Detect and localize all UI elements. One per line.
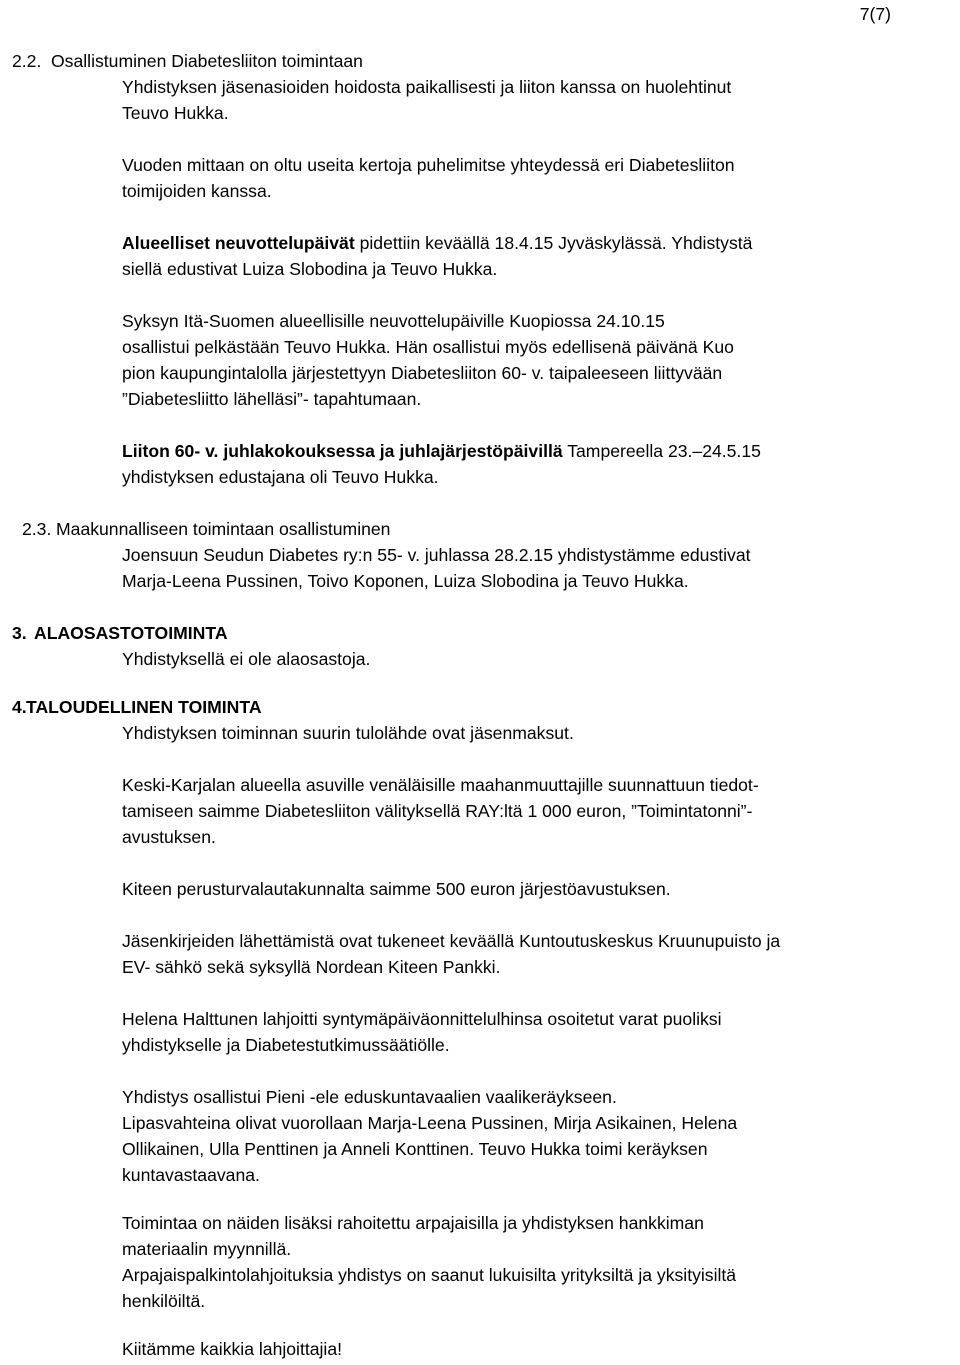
section-number: 2.2. xyxy=(12,51,42,71)
paragraph-line: Syksyn Itä-Suomen alueellisille neuvottelupäiville Kuopiossa 24.10.15 xyxy=(122,311,665,331)
paragraph-line: EV- sähkö sekä syksyllä Nordean Kiteen Pankki. xyxy=(122,957,501,977)
paragraph-line: Helena Halttunen lahjoitti syntymäpäiväonnittelulhinsa osoitetut varat puoliksi xyxy=(122,1009,722,1029)
bold-phrase: Alueelliset neuvottelupäivät xyxy=(122,233,355,253)
closing-line: Kiitämme kaikkia lahjoittajia! xyxy=(122,1339,343,1359)
paragraph-line: Jäsenkirjeiden lähettämistä ovat tukeneet keväällä Kuntoutuskeskus Kruunupuisto ja xyxy=(122,931,781,951)
paragraph-line: Lipasvahteina olivat vuorollaan Marja-Leena Pussinen, Mirja Asikainen, Helena xyxy=(122,1113,738,1133)
text-run: pidettiin keväällä 18.4.15 Jyväskylässä. Yhdistystä xyxy=(354,233,753,253)
section-number: 3. xyxy=(12,623,27,643)
paragraph-line: yhdistyksen edustajana oli Teuvo Hukka. xyxy=(122,467,439,487)
paragraph-line: Vuoden mittaan on oltu useita kertoja puhelimitse yhteydessä eri Diabetesliiton xyxy=(122,155,735,175)
paragraph-line xyxy=(122,440,761,462)
paragraph-line: kuntavastaavana. xyxy=(122,1165,260,1185)
section-number: 4. xyxy=(12,697,27,717)
paragraph-line: toimijoiden kanssa. xyxy=(122,181,272,201)
paragraph-line: henkilöiltä. xyxy=(122,1291,206,1311)
section-heading: ALAOSASTOTOIMINTA xyxy=(34,623,228,643)
paragraph-line: avustuksen. xyxy=(122,827,216,847)
paragraph-line: Yhdistys osallistui Pieni -ele eduskuntavaalien vaalikeräykseen. xyxy=(122,1087,617,1107)
bold-phrase: Liiton 60- v. juhlakokouksessa ja juhlajärjestöpäivillä xyxy=(122,441,563,461)
paragraph-line: ”Diabetesliitto lähelläsi”- tapahtumaan. xyxy=(122,389,422,409)
paragraph-line: siellä edustivat Luiza Slobodina ja Teuvo Hukka. xyxy=(122,259,498,279)
paragraph-line xyxy=(122,232,752,254)
paragraph-line: materiaalin myynnillä. xyxy=(122,1239,292,1259)
text-run: Tampereella 23.–24.5.15 xyxy=(562,441,761,461)
paragraph-line: Yhdistyksen jäsenasioiden hoidosta paikallisesti ja liiton kanssa on huolehtinut xyxy=(122,77,732,97)
paragraph-line: yhdistykselle ja Diabetestutkimussäätiölle. xyxy=(122,1035,450,1055)
page-number: 7(7) xyxy=(859,4,891,24)
paragraph-line: tamiseen saimme Diabetesliiton välityksellä RAY:ltä 1 000 euron, ”Toimintatonni”- xyxy=(122,801,753,821)
section-heading: Osallistuminen Diabetesliiton toimintaan xyxy=(51,51,363,71)
section-heading: Maakunnalliseen toimintaan osallistuminen xyxy=(56,519,391,539)
paragraph-line: Arpajaispalkintolahjoituksia yhdistys on saanut lukuisilta yrityksiltä ja yksityisiltä xyxy=(122,1265,737,1285)
paragraph-line: Teuvo Hukka. xyxy=(122,103,229,123)
paragraph-line: Ollikainen, Ulla Penttinen ja Anneli Konttinen. Teuvo Hukka toimi keräyksen xyxy=(122,1139,708,1159)
paragraph-line: pion kaupungintalolla järjestettyyn Diabetesliiton 60- v. taipaleeseen liittyvään xyxy=(122,363,723,383)
paragraph-line: Toimintaa on näiden lisäksi rahoitettu arpajaisilla ja yhdistyksen hankkiman xyxy=(122,1213,704,1233)
paragraph-line: Yhdistyksellä ei ole alaosastoja. xyxy=(122,649,371,669)
paragraph-line: Joensuun Seudun Diabetes ry:n 55- v. juhlassa 28.2.15 yhdistystämme edustivat xyxy=(122,545,751,565)
paragraph-line: Kiteen perusturvalautakunnalta saimme 500 euron järjestöavustuksen. xyxy=(122,879,671,899)
paragraph-line: osallistui pelkästään Teuvo Hukka. Hän osallistui myös edellisenä päivänä Kuo xyxy=(122,337,734,357)
paragraph-line: Keski-Karjalan alueella asuville venäläisille maahanmuuttajille suunnattuun tiedot- xyxy=(122,775,759,795)
paragraph-line: Yhdistyksen toiminnan suurin tulolähde ovat jäsenmaksut. xyxy=(122,723,574,743)
paragraph-line: Marja-Leena Pussinen, Toivo Koponen, Luiza Slobodina ja Teuvo Hukka. xyxy=(122,571,689,591)
section-heading: TALOUDELLINEN TOIMINTA xyxy=(26,697,262,717)
section-number: 2.3. xyxy=(22,519,52,539)
